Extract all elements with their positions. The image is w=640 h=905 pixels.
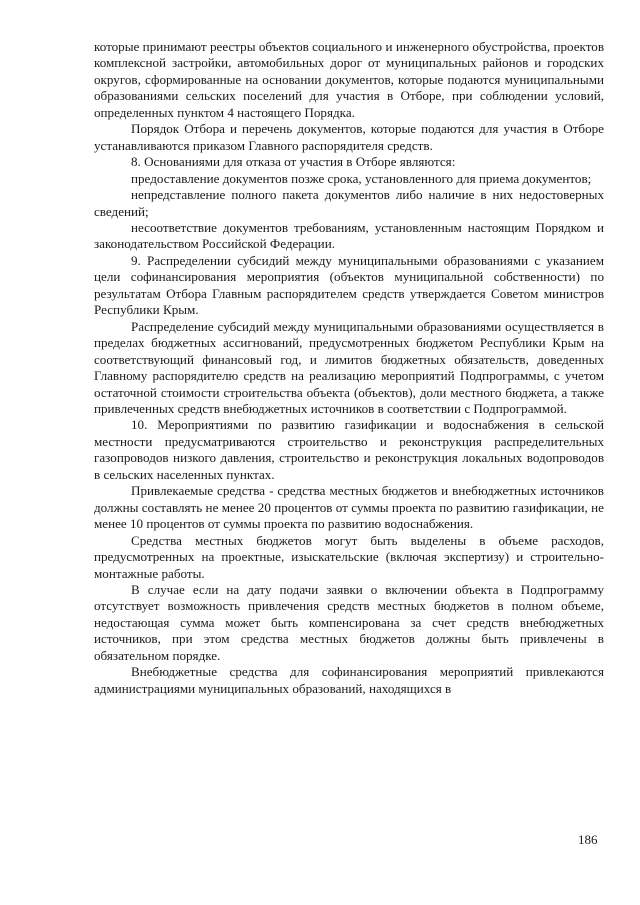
paragraph: Внебюджетные средства для софинансирования мероприятий привлекаются администрациями муниципальных образований, находящихся в	[94, 664, 604, 696]
paragraph: В случае если на дату подачи заявки о включении объекта в Подпрограмму отсутствует возможность привлечения средств местных бюджетов в полном объеме, недостающая сумма может быть компенсирована за счет средств внебюджетных источников, при этом средства местных бюджетов должны быть привлечены в обязательном порядке.	[94, 581, 604, 663]
document-body	[94, 39, 604, 697]
paragraph: 8. Основаниями для отказа от участия в Отборе являются:	[131, 154, 456, 170]
paragraph: 9. Распределении субсидий между муниципальными образованиями с указанием цели софинансирования мероприятия (объектов муниципальной собственности) по результатам Отбора Главным распорядителем средств утверждается Советом министров Республики Крым.	[94, 252, 604, 318]
paragraph: которые принимают реестры объектов социального и инженерного обустройства, проектов комплексной застройки, автомобильных дорог от муниципальных районов и городских округов, сформированные на основании документов, которые подаются муниципальными образованиями сельских поселений для участия в Отборе, при соблюдении условий, определенных пунктом 4 настоящего Порядка.	[94, 39, 604, 120]
paragraph: 10. Мероприятиями по развитию газификации и водоснабжения в сельской местности предусматриваются строительство и реконструкция распределительных газопроводов низкого давления, строительство и реконструкция локальных водопроводов в сельских населенных пунктах.	[94, 417, 604, 482]
paragraph: Средства местных бюджетов могут быть выделены в объеме расходов, предусмотренных на проектные, изыскательские (включая экспертизу) и строительно-монтажные работы.	[94, 532, 604, 581]
paragraph: Привлекаемые средства - средства местных бюджетов и внебюджетных источников должны составлять не менее 20 процентов от суммы проекта по развитию газификации, не менее 10 процентов от суммы проекта по развитию водоснабжения.	[94, 483, 604, 532]
page-number: 186	[578, 832, 598, 847]
paragraph: несоответствие документов требованиям, установленным настоящим Порядком и законодательством Российской Федерации.	[94, 219, 604, 252]
paragraph: Распределение субсидий между муниципальными образованиями осуществляется в пределах бюджетных ассигнований, предусмотренных бюджетом Республики Крым на соответствующий финансовый год, и лимитов бюджетных обязательств, доведенных Главному распорядителю средств на реализацию мероприятий Подпрограммы, с учетом остаточной стоимости строительства объекта (объектов), доли местного бюджета, а также привлеченных средств внебюджетных источников в соответствии с Подпрограммой.	[94, 318, 604, 416]
paragraph: предоставление документов позже срока, установленного для приема документов;	[131, 170, 592, 186]
paragraph: Порядок Отбора и перечень документов, которые подаются для участия в Отборе устанавливаются приказом Главного распорядителя средств.	[94, 121, 604, 153]
paragraph: непредставление полного пакета документов либо наличие в них недостоверных сведений;	[94, 187, 604, 219]
